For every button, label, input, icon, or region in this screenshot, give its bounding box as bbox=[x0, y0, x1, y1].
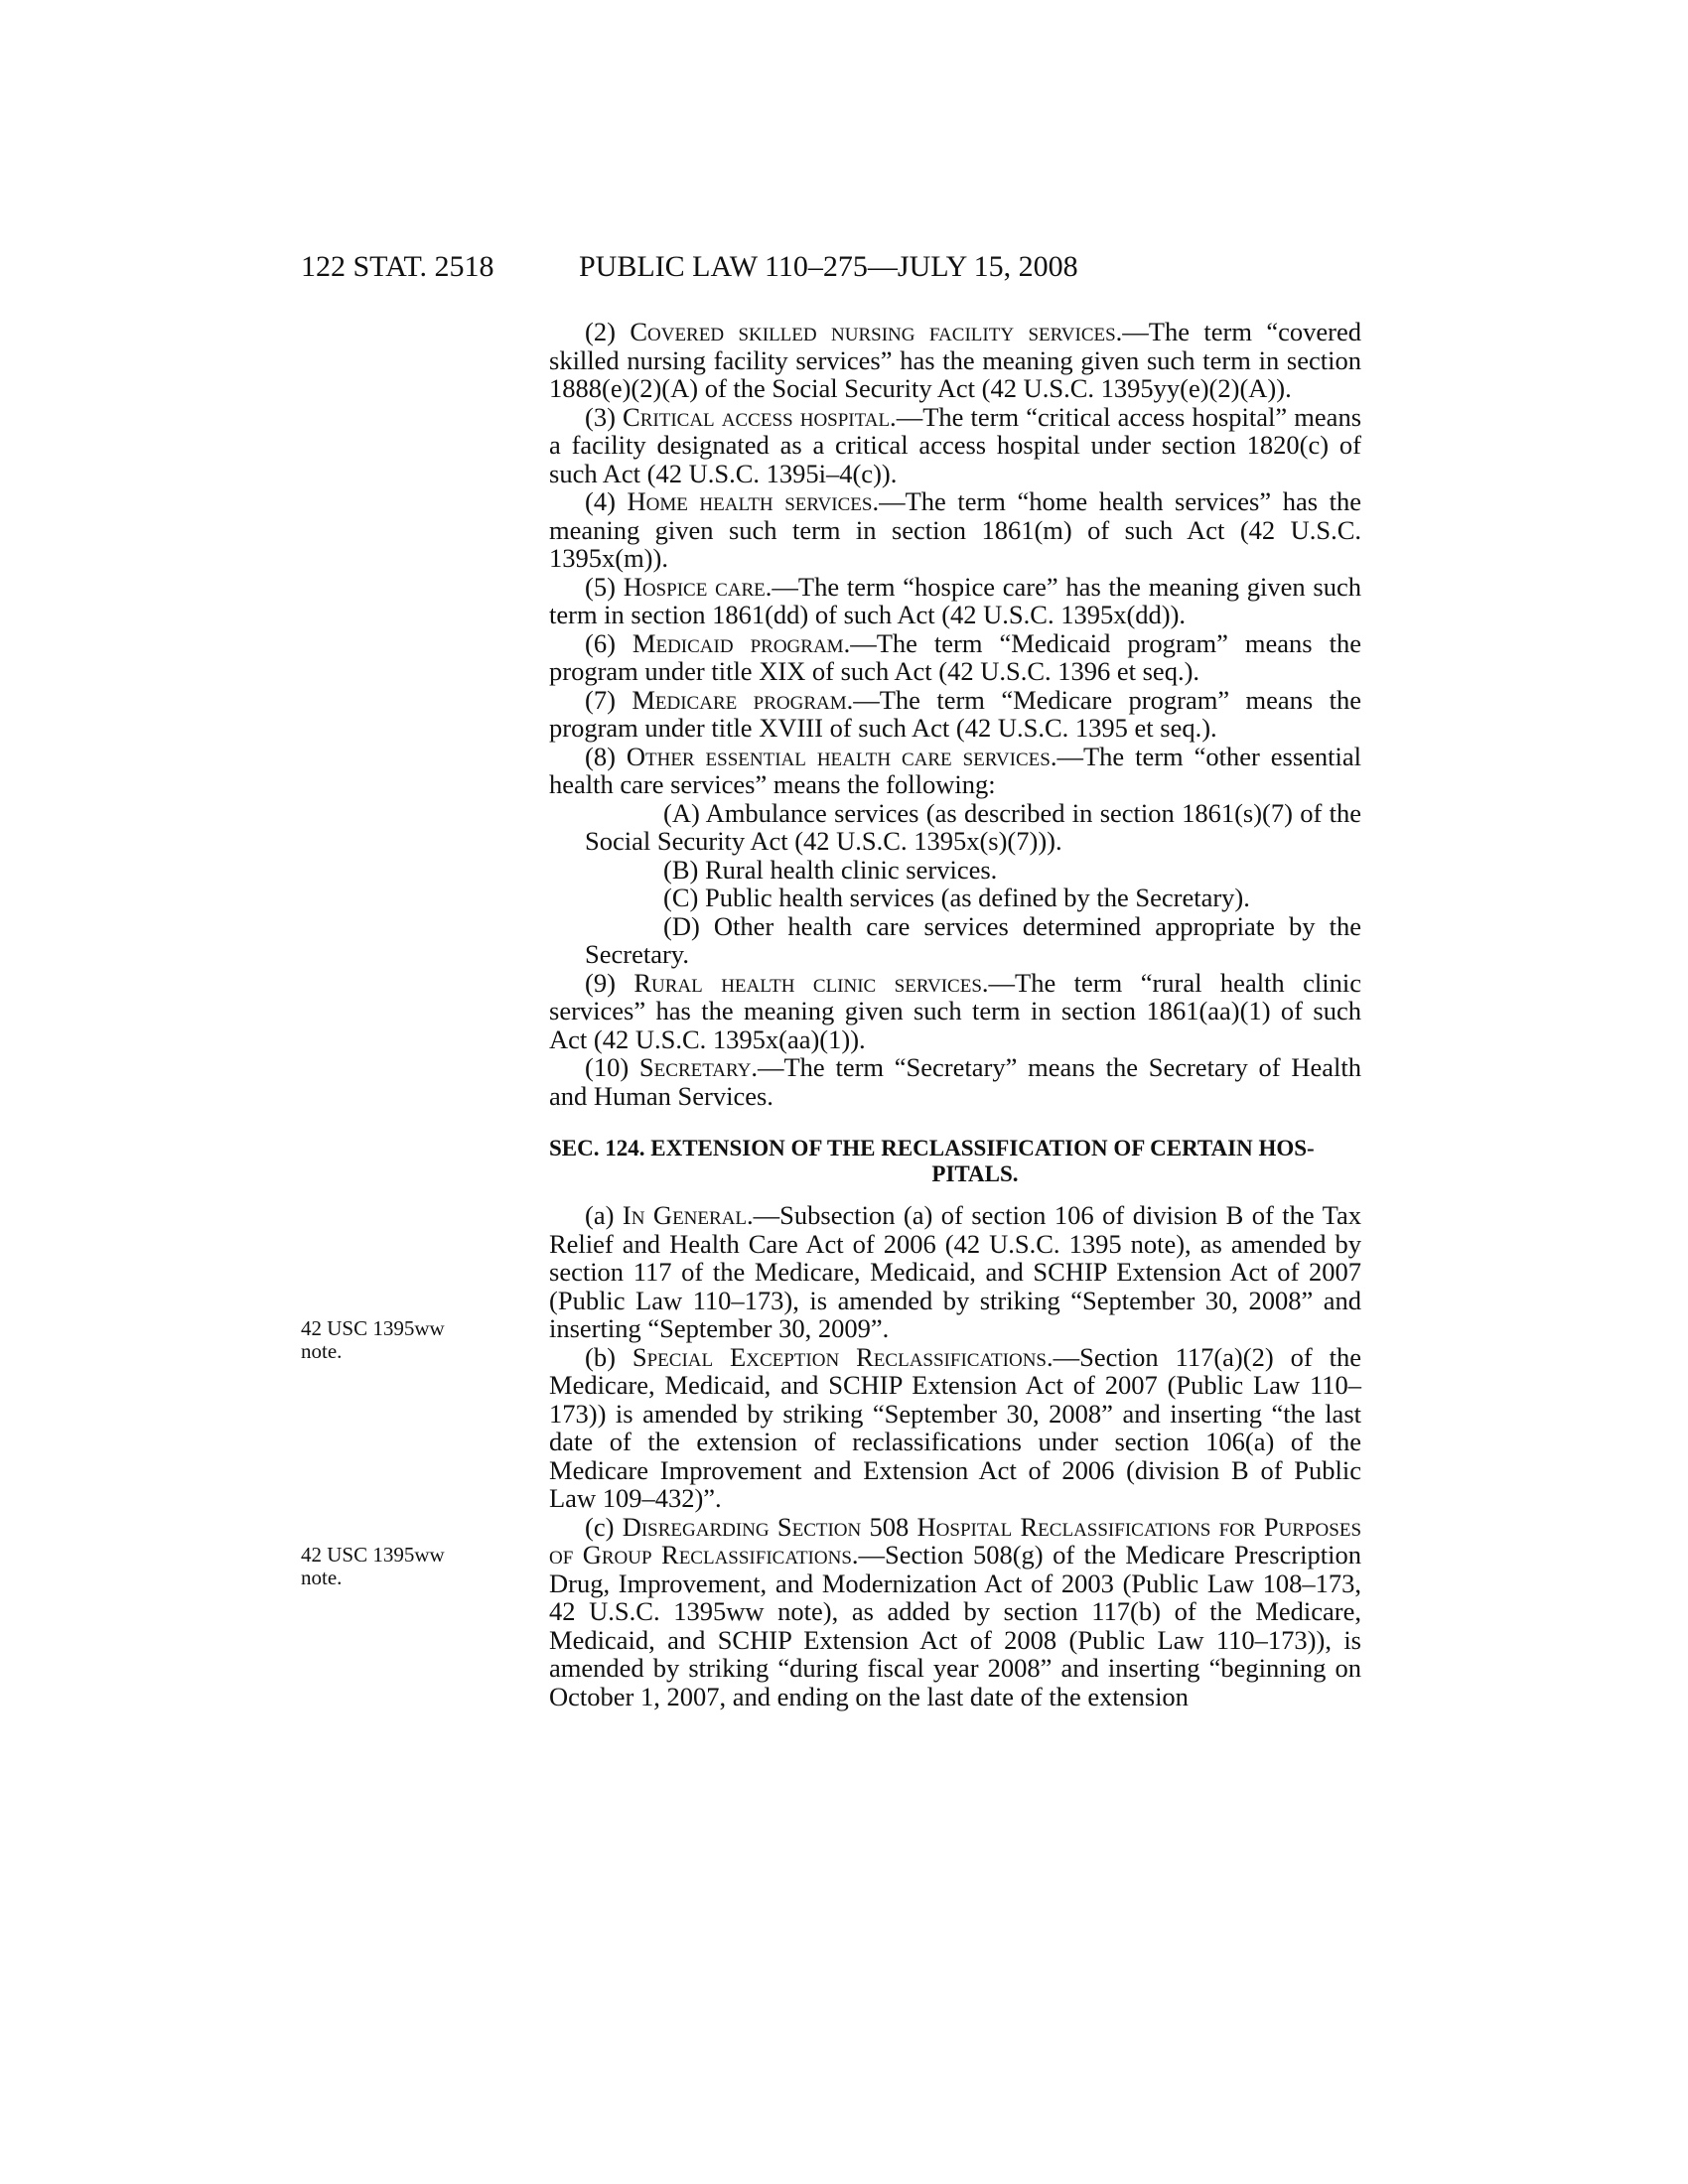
paragraph-heading: Critical access hospital. bbox=[623, 401, 897, 432]
paragraph-text: —The term “Medicare program” means the program under title XVIII of such Act (42 U.S.C. 1395 et seq.). bbox=[549, 684, 1361, 743]
paragraph-text: —The term “hospice care” has the meaning given such term in section 1861(dd) of such Act (42 U.S.C. 1395x(dd)). bbox=[549, 571, 1361, 629]
paragraph-text: —The term “Medicaid program” means the program under title XIX of such Act (42 U.S.C. 1396 et seq.). bbox=[549, 627, 1361, 686]
subparagraph: (D) Other health care services determined appropriate by the Secretary. bbox=[585, 910, 1361, 969]
definition-paragraph bbox=[549, 1053, 1361, 1110]
margin-note-suffix: note. bbox=[301, 1566, 343, 1589]
paragraph-heading: Secretary. bbox=[638, 1052, 758, 1082]
body-text bbox=[549, 318, 1361, 1710]
paragraph-heading: Hospice care. bbox=[623, 571, 773, 602]
paragraph-number: (6) bbox=[585, 627, 616, 658]
margin-note bbox=[301, 1544, 470, 1589]
margin-note-suffix: note. bbox=[301, 1339, 343, 1363]
subsection-number: (a) bbox=[585, 1200, 615, 1230]
definition-paragraph bbox=[549, 573, 1361, 629]
paragraph-heading: Medicare program. bbox=[632, 684, 854, 715]
subparagraph: (A) Ambulance services (as described in section 1861(s)(7) of the Social Security Act (42 U.S.C. 1395x(s)(7))). bbox=[585, 797, 1361, 856]
paragraph-number: (4) bbox=[585, 486, 616, 516]
paragraph-text: —The term “other essential health care services” means the following: bbox=[549, 741, 1361, 799]
paragraph-number: (9) bbox=[585, 967, 616, 998]
definition-paragraph bbox=[549, 969, 1361, 1054]
paragraph-heading: Rural health clinic services. bbox=[633, 967, 989, 998]
running-title: PUBLIC LAW 110–275—JULY 15, 2008 bbox=[579, 250, 1078, 283]
subsection-paragraph bbox=[549, 1201, 1361, 1343]
paragraph-heading: Home health services. bbox=[627, 486, 880, 516]
paragraph-number: (5) bbox=[585, 571, 616, 602]
margin-note-citation: 42 USC 1395ww bbox=[301, 1543, 445, 1567]
paragraph-text: —The term “critical access hospital” means a facility designated as a critical access hospital under section 1820(c) of such Act (42 U.S.C. 1395i–4(c)). bbox=[549, 401, 1362, 488]
subsection-heading: Disregarding Section 508 Hospital Reclassifications for Purposes of Group Reclassifications. bbox=[549, 1511, 1362, 1570]
paragraph-text: —The term “home health services” has the meaning given such term in section 1861(m) of such Act (42 U.S.C. 1395x(m)). bbox=[549, 486, 1361, 573]
definition-paragraph bbox=[549, 487, 1361, 573]
definition-paragraph bbox=[549, 686, 1361, 743]
paragraph-number: (3) bbox=[585, 401, 616, 432]
subsection-paragraph bbox=[549, 1513, 1361, 1711]
subsection-heading: In General. bbox=[622, 1200, 754, 1230]
statute-page-number: 122 STAT. 2518 bbox=[301, 250, 494, 283]
paragraph-number: (2) bbox=[585, 317, 616, 346]
section-heading-line: PITALS. bbox=[931, 1161, 1019, 1186]
paragraph-text: —The term “Secretary” means the Secretary of Health and Human Services. bbox=[549, 1052, 1361, 1111]
subsection-text: —Subsection (a) of section 106 of division B of the Tax Relief and Health Care Act of 2006 (42 U.S.C. 1395 note), as amended by section 117 of the Medicare, Medicaid, and SCHIP Extension Act of 2007 (Public Law 110–173), is amended by striking “September 30, 2008” and inserting “September 30, 2009”. bbox=[549, 1200, 1361, 1343]
definition-paragraph bbox=[549, 318, 1361, 403]
definition-paragraph bbox=[549, 629, 1361, 686]
subsection-paragraph bbox=[549, 1343, 1361, 1513]
paragraph-heading: Covered skilled nursing facility services. bbox=[630, 317, 1123, 346]
subparagraph: (C) Public health services (as defined by the Secretary). bbox=[663, 883, 1250, 912]
subsection-number: (c) bbox=[585, 1511, 615, 1542]
subsection-text: —Section 508(g) of the Medicare Prescription Drug, Improvement, and Modernization Act of 2003 (Public Law 108–173, 42 U.S.C. 1395ww note), as added by section 117(b) of the Medicare, Medicaid, and SCHIP Extension Act of 2008 (Public Law 110–173)), is amended by striking “during fiscal year 2008” and inserting “beginning on October 1, 2007, and ending on the last date of the extension bbox=[549, 1540, 1361, 1711]
paragraph-number: (10) bbox=[585, 1052, 630, 1082]
subparagraph: (B) Rural health clinic services. bbox=[663, 854, 998, 885]
paragraph-text: —The term “covered skilled nursing facility services” has the meaning given such term in section 1888(e)(2)(A) of the Social Security Act (42 U.S.C. 1395yy(e)(2)(A)). bbox=[549, 317, 1362, 403]
paragraph-text: —The term “rural health clinic services” has the meaning given such term in section 1861(aa)(1) of such Act (42 U.S.C. 1395x(aa)(1)). bbox=[549, 967, 1361, 1054]
subsection-heading: Special Exception Reclassifications. bbox=[632, 1341, 1054, 1372]
paragraph-number: (7) bbox=[585, 684, 616, 715]
paragraph-heading: Other essential health care services. bbox=[626, 741, 1057, 771]
page-header bbox=[301, 250, 1214, 284]
paragraph-heading: Medicaid program. bbox=[632, 627, 851, 658]
paragraph-number: (8) bbox=[585, 741, 616, 771]
section-heading-line: SEC. 124. EXTENSION OF THE RECLASSIFICATION OF CERTAIN HOS- bbox=[549, 1136, 1315, 1160]
subsection-number: (b) bbox=[585, 1341, 616, 1372]
subsection-text: —Section 117(a)(2) of the Medicare, Medicaid, and SCHIP Extension Act of 2007 (Public Law 110–173)) is amended by striking “September 30, 2008” and inserting “the last date of the extension of reclassifications under section 106(a) of the Medicare Improvement and Extension Act of 2006 (division B of Public Law 109–432)”. bbox=[549, 1341, 1361, 1513]
section-heading bbox=[549, 1136, 1361, 1187]
definition-paragraph bbox=[549, 743, 1361, 799]
definition-paragraph bbox=[549, 403, 1361, 488]
margin-note-citation: 42 USC 1395ww bbox=[301, 1316, 445, 1340]
margin-note bbox=[301, 1317, 470, 1363]
